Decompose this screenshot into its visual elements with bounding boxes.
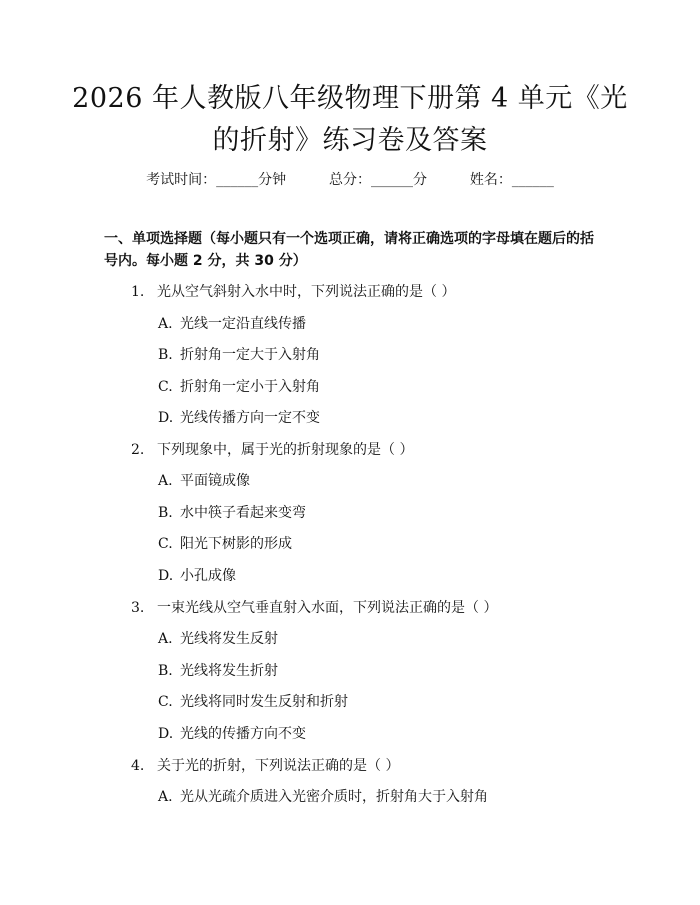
option-letter: C. [158, 536, 173, 552]
total-score-field: 总分：______分 [329, 172, 427, 188]
option-letter: A. [158, 473, 173, 489]
question-number: 4. [131, 758, 145, 774]
option-text: 光线一定沿直线传播 [180, 316, 306, 332]
question-2-option-d [158, 566, 236, 586]
title-line-2: 的折射》练习卷及答案 [212, 125, 488, 156]
question-4 [131, 756, 399, 776]
question-3-option-b [158, 661, 278, 681]
question-2-option-a [158, 471, 250, 491]
question-1-option-b [158, 345, 320, 365]
question-3 [131, 598, 497, 618]
question-number: 2. [131, 442, 145, 458]
option-text: 光线将发生折射 [180, 663, 278, 679]
option-letter: B. [158, 505, 173, 521]
question-1-option-c [158, 377, 320, 397]
exam-time-field: 考试时间：______分钟 [146, 172, 287, 188]
option-letter: D. [158, 568, 174, 584]
option-text: 光线的传播方向不变 [180, 726, 306, 742]
section-heading-line-2: 号内。每小题 2 分，共 30 分） [104, 253, 307, 269]
question-number: 1. [131, 284, 145, 300]
exam-info [0, 170, 700, 190]
option-letter: B. [158, 663, 173, 679]
option-letter: C. [158, 379, 173, 395]
option-text: 小孔成像 [180, 568, 236, 584]
question-number: 3. [131, 600, 145, 616]
option-text: 折射角一定小于入射角 [180, 379, 320, 395]
option-letter: B. [158, 347, 173, 363]
question-3-option-a [158, 629, 278, 649]
option-letter: D. [158, 726, 174, 742]
question-stem: 光从空气斜射入水中时，下列说法正确的是（ ） [157, 284, 456, 300]
question-3-option-c [158, 692, 348, 712]
question-2-option-c [158, 534, 292, 554]
question-1-option-d [158, 408, 320, 428]
question-2-option-b [158, 503, 306, 523]
question-1 [131, 282, 455, 302]
question-4-option-a [158, 787, 488, 807]
section-heading [104, 228, 604, 272]
option-text: 阳光下树影的形成 [180, 536, 292, 552]
section-heading-line-1: 一、单项选择题（每小题只有一个选项正确，请将正确选项的字母填在题后的括 [104, 231, 594, 247]
option-letter: A. [158, 316, 173, 332]
option-text: 水中筷子看起来变弯 [180, 505, 306, 521]
question-stem: 一束光线从空气垂直射入水面，下列说法正确的是（ ） [157, 600, 498, 616]
question-stem: 下列现象中，属于光的折射现象的是（ ） [157, 442, 414, 458]
option-letter: A. [158, 789, 173, 805]
question-3-option-d [158, 724, 306, 744]
option-text: 光线将发生反射 [180, 631, 278, 647]
question-stem: 关于光的折射，下列说法正确的是（ ） [157, 758, 400, 774]
question-2 [131, 440, 413, 460]
option-text: 光线将同时发生反射和折射 [180, 694, 348, 710]
question-1-option-a [158, 314, 306, 334]
option-letter: D. [158, 410, 174, 426]
option-text: 光线传播方向一定不变 [180, 410, 320, 426]
option-text: 折射角一定大于入射角 [180, 347, 320, 363]
option-text: 光从光疏介质进入光密介质时，折射角大于入射角 [180, 789, 488, 805]
document-title [70, 78, 630, 162]
student-name-field: 姓名：______ [469, 172, 554, 188]
option-letter: C. [158, 694, 173, 710]
option-text: 平面镜成像 [180, 473, 250, 489]
option-letter: A. [158, 631, 173, 647]
title-line-1: 2026 年人教版八年级物理下册第 4 单元《光 [72, 83, 628, 114]
